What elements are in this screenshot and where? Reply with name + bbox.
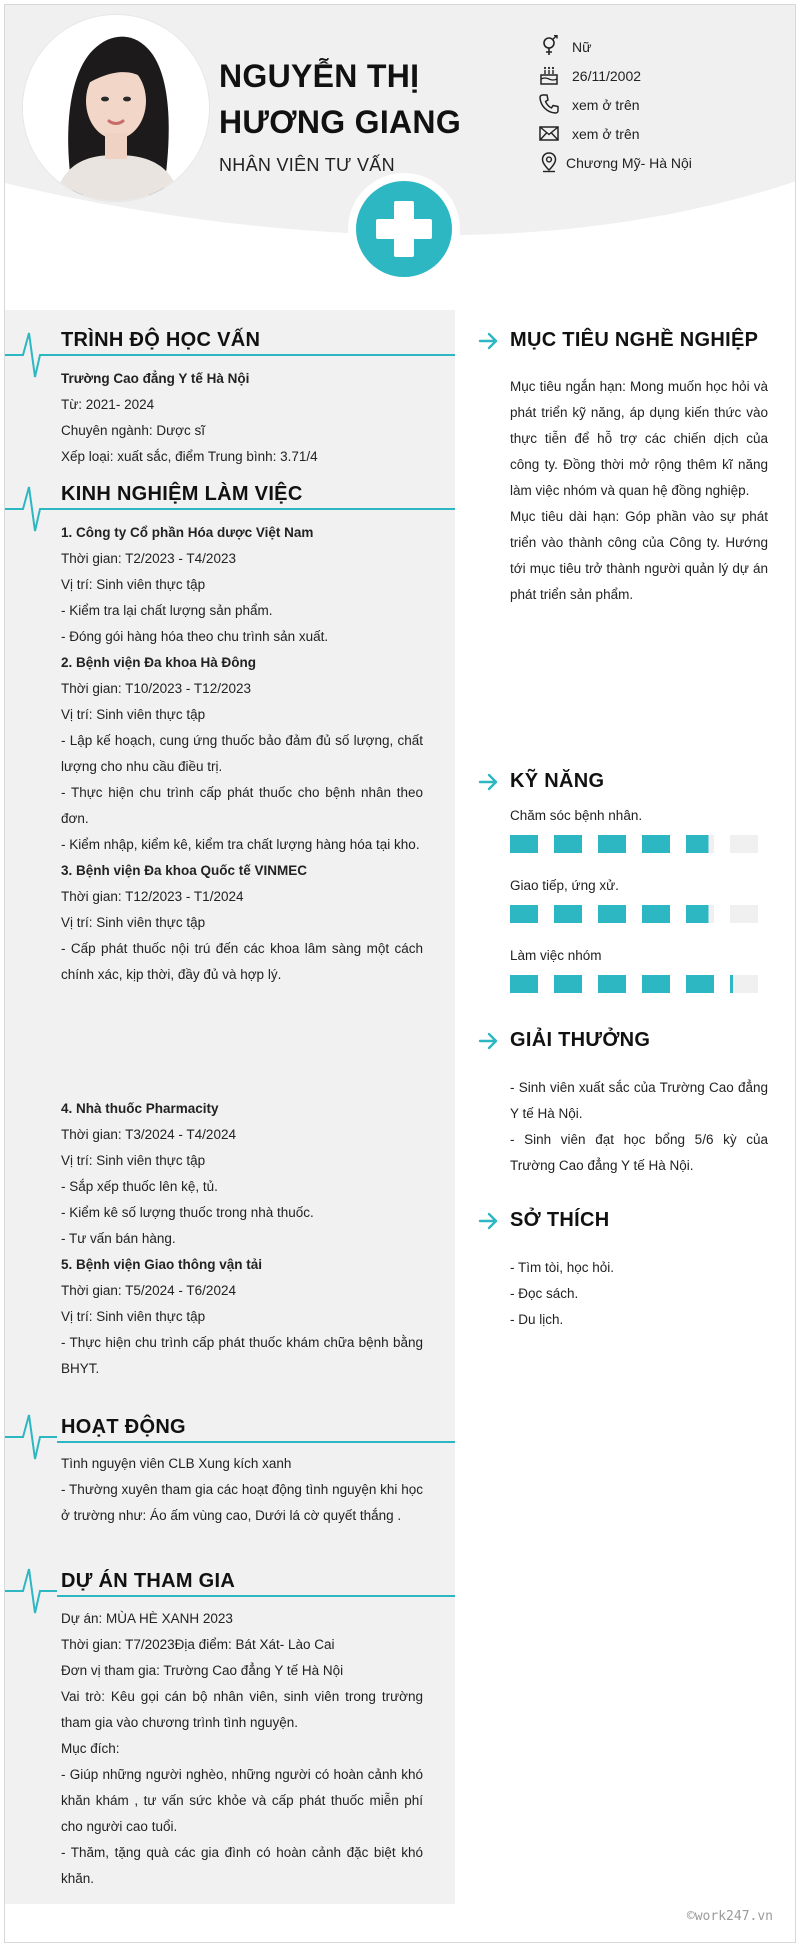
activities-block (61, 1451, 423, 1529)
skill-segment (598, 975, 626, 993)
project-line: Mục đích: (61, 1741, 120, 1756)
job-task: - Thực hiện chu trình cấp phát thuốc khám chữa bệnh bằng BHYT. (61, 1335, 423, 1376)
heartbeat-icon (5, 1407, 57, 1463)
job-role: Vị trí: Sinh viên thực tập (61, 1309, 206, 1324)
candidate-name (219, 53, 461, 145)
skill-segment (510, 905, 538, 923)
contact-location-text: Chương Mỹ- Hà Nội (566, 155, 692, 171)
job-company: 5. Bệnh viện Giao thông vận tải (61, 1257, 263, 1272)
skill-segment (642, 905, 670, 923)
hobbies-title: SỞ THÍCH (510, 1209, 610, 1231)
skill-segment (510, 835, 538, 853)
arrow-right-icon (478, 1211, 500, 1231)
skill-bar (510, 835, 762, 853)
job-company: 3. Bệnh viện Đa khoa Quốc tế VINMEC (61, 863, 308, 878)
job-role: Vị trí: Sinh viên thực tập (61, 577, 206, 592)
name-line-2: HƯƠNG GIANG (219, 104, 462, 140)
experience-title: KINH NGHIỆM LÀM VIỆC (61, 483, 303, 505)
objective-short-term: Mục tiêu ngắn hạn: Mong muốn học hỏi và phát triển kỹ năng, áp dụng kiến thức vào thực tiễn để hỗ trợ các chiến dịch của công ty. Đồng thời mở rộng thêm kĩ năng làm việc nhóm và quan hệ đồng nghiệp. (510, 379, 768, 498)
award-line: - Sinh viên đạt học bổng 5/6 kỳ của Trường Cao đẳng Y tế Hà Nội. (510, 1132, 768, 1173)
job-task: - Tư vấn bán hàng. (61, 1231, 176, 1246)
job-company: 2. Bệnh viện Đa khoa Hà Đông (61, 655, 257, 670)
objective-long-term: Mục tiêu dài hạn: Góp phần vào sự phát triển vào thành công của Công ty. Hướng tới mục tiêu trở thành người quản lý dự án phát triển sản phẩm. (510, 509, 768, 602)
skill-segment (642, 975, 670, 993)
job-role: Vị trí: Sinh viên thực tập (61, 1153, 206, 1168)
job-position: NHÂN VIÊN TƯ VẤN (219, 155, 395, 175)
location-pin-icon (538, 151, 560, 173)
activities-divider (57, 1441, 455, 1443)
resume-page (4, 4, 796, 1943)
awards-block (510, 1075, 768, 1179)
skill-name: Giao tiếp, ứng xử. (510, 878, 619, 893)
project-line: Đơn vị tham gia: Trường Cao đẳng Y tế Hà Nội (61, 1663, 344, 1678)
contact-phone-text: xem ở trên (572, 97, 640, 113)
job-role: Vị trí: Sinh viên thực tập (61, 707, 206, 722)
education-major: Chuyên ngành: Dược sĩ (61, 423, 205, 438)
hobby-line: - Đọc sách. (510, 1286, 579, 1301)
skill-segment (686, 905, 714, 923)
job-company: 1. Công ty Cổ phần Hóa dược Việt Nam (61, 525, 314, 540)
education-block (61, 366, 423, 470)
skill-segment (686, 835, 714, 853)
arrow-right-icon (478, 772, 500, 792)
skill-bar (510, 905, 762, 923)
contact-gender-text: Nữ (572, 39, 592, 55)
award-line: - Sinh viên xuất sắc của Trường Cao đẳng Y tế Hà Nội. (510, 1080, 768, 1121)
activities-title: HOẠT ĐỘNG (61, 1416, 186, 1438)
contact-birthday-text: 26/11/2002 (572, 68, 642, 84)
arrow-right-icon (478, 331, 500, 351)
project-line: Dự án: MÙA HÈ XANH 2023 (61, 1611, 233, 1626)
contact-email-text: xem ở trên (572, 126, 640, 142)
watermark: ©work247.vn (686, 1909, 773, 1924)
hobby-line: - Tìm tòi, học hỏi. (510, 1260, 615, 1275)
skill-segment (686, 975, 714, 993)
education-school: Trường Cao đẳng Y tế Hà Nội (61, 371, 250, 386)
education-grade: Xếp loại: xuất sắc, điểm Trung bình: 3.71/4 (61, 449, 318, 464)
awards-title: GIẢI THƯỞNG (510, 1029, 651, 1051)
objective-title: MỤC TIÊU NGHỀ NGHIỆP (510, 329, 759, 351)
arrow-right-icon (478, 1031, 500, 1051)
name-line-1: NGUYỄN THỊ (219, 58, 420, 94)
job-company: 4. Nhà thuốc Pharmacity (61, 1101, 219, 1116)
skill-segment (730, 905, 758, 923)
skill-bar (510, 975, 762, 993)
heartbeat-icon (5, 1561, 57, 1617)
medical-cross-icon (356, 181, 452, 277)
skill-segment (598, 905, 626, 923)
experience-block-1 (61, 520, 423, 988)
job-time: Thời gian: T12/2023 - T1/2024 (61, 889, 244, 904)
job-task: - Đóng gói hàng hóa theo chu trình sản xuất. (61, 629, 329, 644)
job-task: - Cấp phát thuốc nội trú đến các khoa lâm sàng một cách chính xác, kịp thời, đầy đủ và hợp lý. (61, 941, 423, 982)
heartbeat-icon (5, 325, 57, 381)
activity-line: Tình nguyện viên CLB Xung kích xanh (61, 1456, 292, 1471)
experience-block-2 (61, 1096, 423, 1382)
phone-icon (538, 93, 560, 115)
skill-segment (554, 975, 582, 993)
job-task: - Kiểm nhập, kiểm kê, kiểm tra chất lượng hàng hóa tại kho. (61, 837, 420, 852)
project-line: - Thăm, tặng quà các gia đình có hoàn cảnh đặc biệt khó khăn. (61, 1845, 423, 1886)
job-task: - Thực hiện chu trình cấp phát thuốc cho bệnh nhân theo đơn. (61, 785, 423, 826)
projects-block (61, 1606, 423, 1892)
skill-name: Làm việc nhóm (510, 948, 602, 963)
education-period: Từ: 2021- 2024 (61, 397, 155, 412)
email-icon (538, 122, 560, 144)
project-line: Vai trò: Kêu gọi cán bộ nhân viên, sinh viên trong trường tham gia vào chương trình tình nguyện. (61, 1689, 423, 1730)
birthday-cake-icon (538, 64, 560, 86)
skill-segment (554, 905, 582, 923)
project-line: Thời gian: T7/2023Địa điểm: Bát Xát- Lào Cai (61, 1637, 335, 1652)
skill-segment (554, 835, 582, 853)
hobby-line: - Du lịch. (510, 1312, 564, 1327)
projects-divider (57, 1595, 455, 1597)
heartbeat-icon (5, 479, 57, 535)
job-time: Thời gian: T2/2023 - T4/2023 (61, 551, 236, 566)
project-line: - Giúp những người nghèo, những người có hoàn cảnh khó khăn khám , tư vấn sức khỏe và cấp phát thuốc miễn phí cho người cao tuổi. (61, 1767, 423, 1834)
gender-icon (538, 35, 560, 57)
activity-line: - Thường xuyên tham gia các hoạt động tình nguyện khi học ở trường như: Áo ấm vùng cao, Dưới lá cờ quyết thắng . (61, 1482, 423, 1523)
job-time: Thời gian: T5/2024 - T6/2024 (61, 1283, 236, 1298)
job-task: - Sắp xếp thuốc lên kệ, tủ. (61, 1179, 218, 1194)
skill-segment (730, 835, 758, 853)
skill-segment (598, 835, 626, 853)
hobbies-block (510, 1255, 768, 1333)
skill-segment (730, 975, 758, 993)
education-title: TRÌNH ĐỘ HỌC VẤN (61, 329, 261, 351)
avatar (23, 15, 209, 201)
job-task: - Kiểm tra lại chất lượng sản phẩm. (61, 603, 273, 618)
skill-segment (510, 975, 538, 993)
skill-segment (642, 835, 670, 853)
education-divider (57, 354, 455, 356)
job-time: Thời gian: T10/2023 - T12/2023 (61, 681, 251, 696)
job-task: - Kiểm kê số lượng thuốc trong nhà thuốc. (61, 1205, 314, 1220)
projects-title: DỰ ÁN THAM GIA (61, 1570, 236, 1592)
job-task: - Lập kế hoạch, cung ứng thuốc bảo đảm đủ số lượng, chất lượng cho nhu cầu điều trị. (61, 733, 423, 774)
job-role: Vị trí: Sinh viên thực tập (61, 915, 206, 930)
skill-name: Chăm sóc bệnh nhân. (510, 808, 643, 823)
skills-title: KỸ NĂNG (510, 770, 605, 792)
medical-cross-badge (348, 173, 460, 285)
experience-divider (57, 508, 455, 510)
objective-block (510, 374, 768, 608)
job-time: Thời gian: T3/2024 - T4/2024 (61, 1127, 236, 1142)
